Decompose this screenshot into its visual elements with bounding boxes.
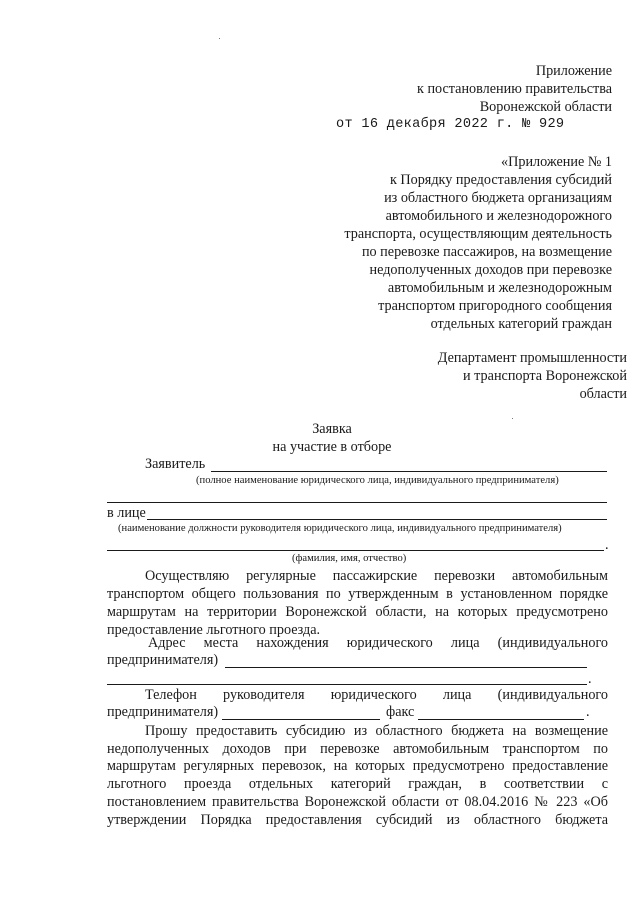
para2-line-6: утверждении Порядка предоставления субсидий из областного бюджета (107, 812, 608, 828)
header-line-1: Приложение (535, 63, 612, 79)
form-subtitle: на участие в отборе (272, 439, 392, 455)
appendix-line-2: к Порядку предоставления субсидий (389, 172, 612, 188)
appendix-line-7: недополученных доходов при перевозке (369, 262, 612, 278)
appendix-line-10: отдельных категорий граждан (430, 316, 612, 332)
address-field-continued[interactable] (107, 684, 587, 685)
para2-line-1: Прошу предоставить субсидию из областного бюджета на возмещение (145, 723, 608, 739)
addressee-line-1: Департамент промышленности (437, 350, 627, 366)
para2-line-5: постановлением правительства Воронежской области от 08.04.2016 № 223 «Об (107, 794, 608, 810)
header-line-3: Воронежской области (479, 99, 612, 115)
appendix-line-9: транспортом пригородного сообщения (378, 298, 612, 314)
appendix-line-1: «Приложение № 1 (501, 154, 612, 170)
para1-line-3: маршрутам на территории Воронежской области, на которых предусмотрено (107, 604, 608, 620)
phone-end-dot: . (586, 704, 590, 720)
scan-speck (512, 418, 513, 419)
appendix-line-3: из областного бюджета организациям (384, 190, 612, 206)
fio-line-end-dot: . (605, 537, 609, 553)
fio-hint: (фамилия, имя, отчество) (292, 553, 407, 564)
address-field[interactable] (225, 667, 587, 668)
address-line-2: предпринимателя) (107, 652, 219, 668)
person-fio-field[interactable] (107, 550, 604, 551)
header-line-2: к постановлению правительства (417, 81, 612, 97)
phone-line-1: Телефон руководителя юридического лица (индивидуального (145, 687, 608, 703)
para2-line-3: маршрутам регулярных перевозок, на которых предусмотрено предоставление (107, 758, 608, 774)
applicant-name-field-continued[interactable] (107, 502, 607, 503)
appendix-line-6: по перевозке пассажиров, на возмещение (361, 244, 612, 260)
para2-line-4: льготного проезда отдельных категорий граждан, в соответствии с (107, 776, 608, 792)
appendix-line-8: автомобильным и железнодорожным (387, 280, 612, 296)
fax-label: факс (386, 704, 415, 720)
para1-line-4: предоставление льготного проезда. (107, 622, 321, 638)
person-label: в лице (107, 505, 146, 521)
applicant-hint: (полное наименование юридического лица, индивидуального предпринимателя) (196, 475, 559, 486)
para2-line-2: недополученных доходов при перевозке автомобильным транспортом по (107, 741, 608, 757)
applicant-name-field[interactable] (211, 471, 607, 472)
form-title: Заявка (312, 421, 352, 437)
scan-speck (219, 38, 220, 39)
phone-line-2: предпринимателя) (107, 704, 219, 720)
person-position-field[interactable] (147, 519, 607, 520)
applicant-label: Заявитель (145, 456, 206, 472)
position-hint: (наименование должности руководителя юридического лица, индивидуального предпринимателя) (118, 523, 562, 534)
appendix-line-4: автомобильного и железнодорожного (385, 208, 612, 224)
address-line-1: Адрес места нахождения юридического лица (индивидуального (148, 635, 608, 651)
phone-field[interactable] (222, 719, 380, 720)
para1-line-1: Осуществляю регулярные пассажирские перевозки автомобильным (145, 568, 608, 584)
header-date-line: от 16 декабря 2022 г. № 929 (336, 117, 565, 132)
para1-line-2: транспортом общего пользования по утвержденным в установленном порядке (107, 586, 608, 602)
address-end-dot: . (588, 671, 592, 687)
fax-field[interactable] (418, 719, 584, 720)
addressee-line-2: и транспорта Воронежской (463, 368, 627, 384)
addressee-line-3: области (579, 386, 627, 402)
appendix-line-5: транспорта, осуществляющим деятельность (344, 226, 612, 242)
